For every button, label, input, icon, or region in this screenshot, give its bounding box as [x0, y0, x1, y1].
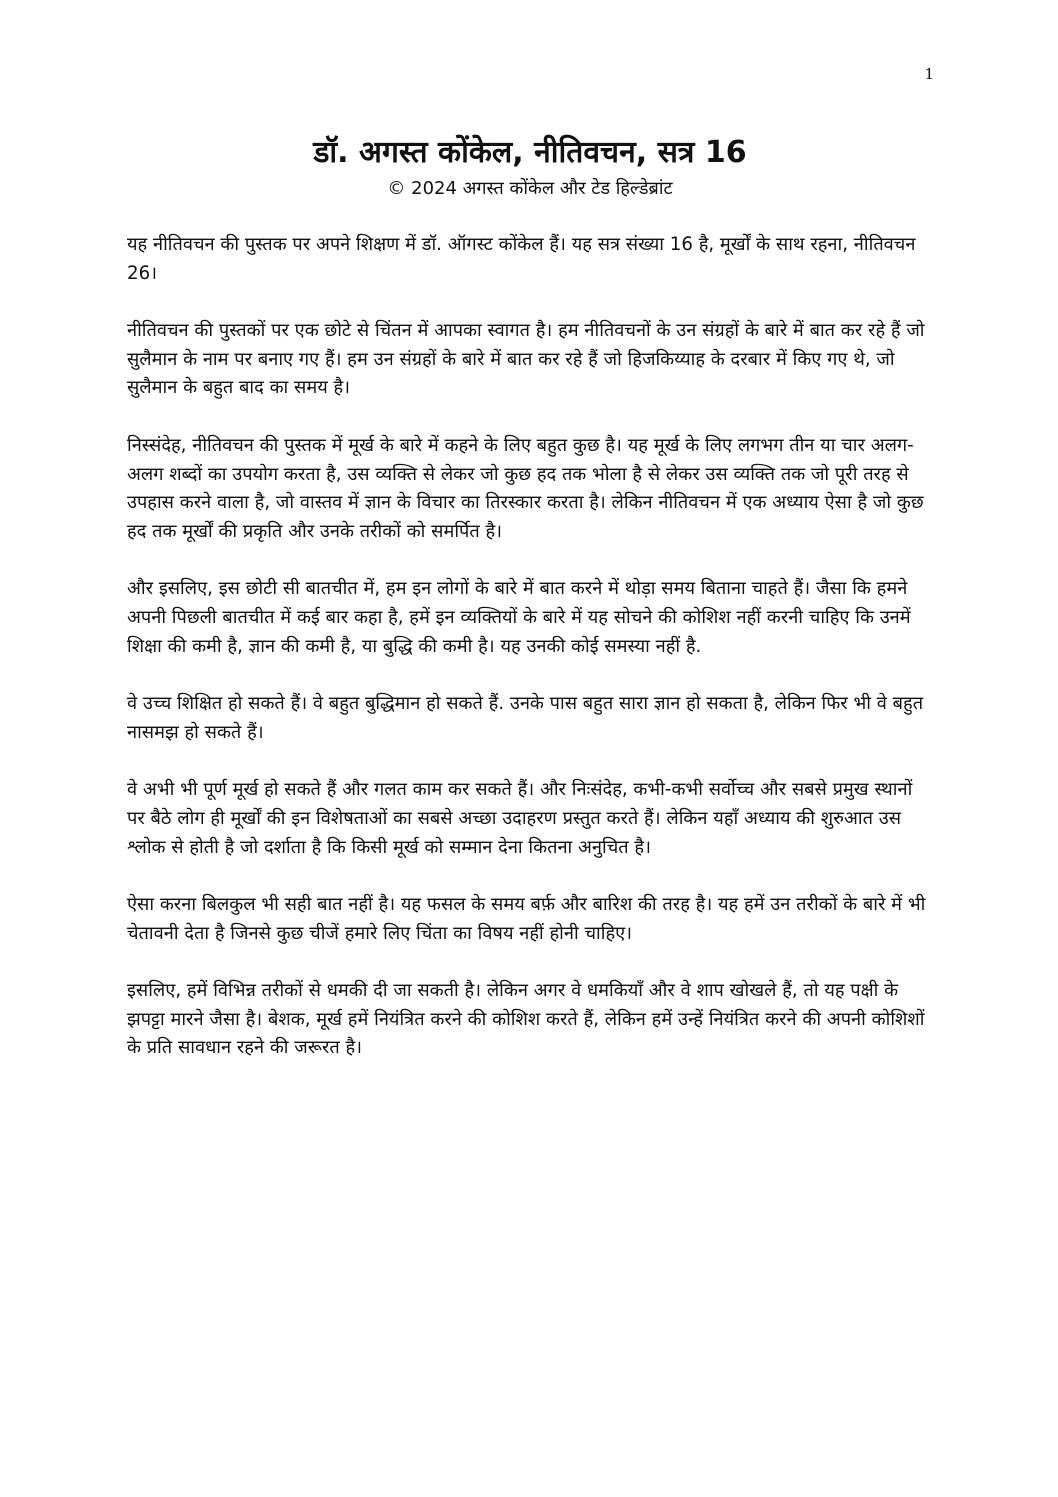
page-number: 1	[924, 65, 934, 83]
paragraph-4: और इसलिए, इस छोटी सी बातचीत में, हम इन लोगों के बारे में बात करने में थोड़ा समय बिताना चाहते हैं। जैसा कि हमने अपनी पिछली बातचीत में कई बार कहा है, हमें इन व्यक्तियों के बारे में यह सोचने की कोशिश नहीं करनी चाहिए कि उनमें शिक्षा की कमी है, ज्ञान की कमी है, या बुद्धि की कमी है। यह उनकी कोई समस्या नहीं है.	[127, 578, 911, 657]
document-body	[127, 231, 933, 1063]
copyright-line: © 2024 अगस्त कोंकेल और टेड हिल्डेब्रांट	[387, 178, 673, 199]
document-title: डॉ. अगस्त कोंकेल, नीतिवचन, सत्र 16	[313, 135, 747, 170]
document-page	[127, 134, 933, 1092]
paragraph-2: नीतिवचन की पुस्तकों पर एक छोटे से चिंतन में आपका स्वागत है। हम नीतिवचनों के उन संग्रहों के बारे में बात कर रहे हैं जो सुलैमान के नाम पर बनाए गए हैं। हम उन संग्रहों के बारे में बात कर रहे हैं जो हिजकिय्याह के दरबार में किए गए थे, जो सुलैमान के बहुत बाद का समय है।	[127, 320, 925, 399]
paragraph-7: ऐसा करना बिलकुल भी सही बात नहीं है। यह फसल के समय बर्फ़ और बारिश की तरह है। यह हमें उन तरीकों के बारे में भी चेतावनी देता है जिनसे कुछ चीजें हमारे लिए चिंता का विषय नहीं होनी चाहिए।	[127, 894, 926, 944]
paragraph-3: निस्संदेह, नीतिवचन की पुस्तक में मूर्ख के बारे में कहने के लिए बहुत कुछ है। यह मूर्ख के लिए लगभग तीन या चार अलग-अलग शब्दों का उपयोग करता है, उस व्यक्ति से लेकर जो कुछ हद तक भोला है से लेकर उस व्यक्ति तक जो पूरी तरह से उपहास करने वाला है, जो वास्तव में ज्ञान के विचार का तिरस्कार करता है। लेकिन नीतिवचन में एक अध्याय ऐसा है जो कुछ हद तक मूर्खों की प्रकृति और उनके तरीकों को समर्पित है।	[127, 434, 924, 542]
paragraph-5: वे उच्च शिक्षित हो सकते हैं। वे बहुत बुद्धिमान हो सकते हैं. उनके पास बहुत सारा ज्ञान हो सकता है, लेकिन फिर भी वे बहुत नासमझ हो सकते हैं।	[127, 693, 924, 743]
paragraph-8: इसलिए, हमें विभिन्न तरीकों से धमकी दी जा सकती है। लेकिन अगर वे धमकियाँ और वे शाप खोखले हैं, तो यह पक्षी के झपट्टा मारने जैसा है। बेशक, मूर्ख हमें नियंत्रित करने की कोशिश करते हैं, लेकिन हमें उन्हें नियंत्रित करने की अपनी कोशिशों के प्रति सावधान रहने की जरूरत है।	[127, 980, 925, 1059]
paragraph-1: यह नीतिवचन की पुस्तक पर अपने शिक्षण में डॉ. ऑगस्ट कोंकेल हैं। यह सत्र संख्या 16 है, मूर्खों के साथ रहना, नीतिवचन 26।	[127, 234, 916, 284]
paragraph-6: वे अभी भी पूर्ण मूर्ख हो सकते हैं और गलत काम कर सकते हैं। और निःसंदेह, कभी-कभी सर्वोच्च और सबसे प्रमुख स्थानों पर बैठे लोग ही मूर्खों की इन विशेषताओं का सबसे अच्छा उदाहरण प्रस्तुत करते हैं। लेकिन यहाँ अध्याय की शुरुआत उस श्लोक से होती है जो दर्शाता है कि किसी मूर्ख को सम्मान देना कितना अनुचित है।	[127, 779, 913, 858]
